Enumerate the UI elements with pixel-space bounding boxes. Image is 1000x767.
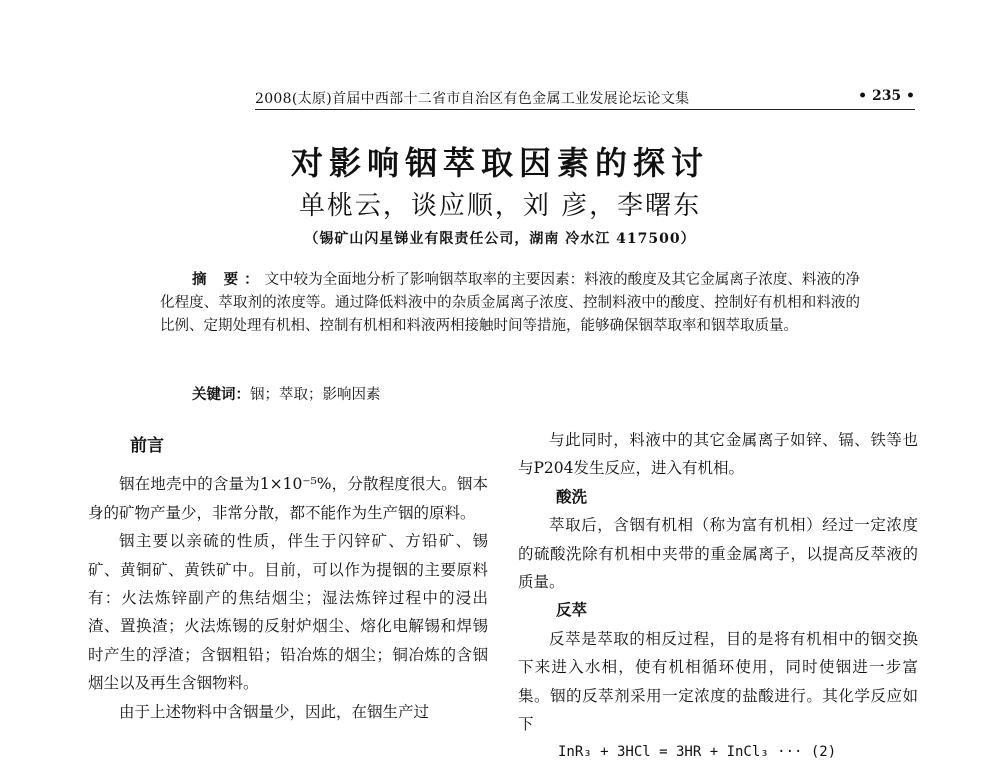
running-header bbox=[255, 87, 915, 110]
abstract-label: 摘 要： bbox=[192, 271, 265, 288]
paragraph: 与此同时，料液中的其它金属离子如锌、镉、铁等也与P204发生反应，进入有机相。 bbox=[518, 431, 918, 478]
paragraph: 反萃是萃取的相反过程，目的是将有机相中的铟交换下来进入水相，使有机相循环使用，同时使铟进一步富集。铟的反萃剂采用一定浓度的盐酸进行。其化学反应如下 bbox=[518, 629, 918, 734]
paper-title: 对影响铟萃取因素的探讨 bbox=[290, 144, 709, 182]
paragraph: 铟主要以亲硫的性质，伴生于闪锌矿、方铅矿、锡矿、黄铜矿、黄铁矿中。目前，可以作为提铟的主要原料有：火法炼锌副产的焦结烟尘；湿法炼锌过程中的浸出渣、置换渣；火法炼锡的反射炉烟尘、熔化电解锡和焊锡时产生的浮渣；含铟粗铅；铅冶炼的烟尘；铜冶炼的含铟烟尘以及再生含铟物料。 bbox=[88, 532, 488, 693]
subheading-acid-wash: 酸洗 bbox=[556, 486, 588, 506]
paragraph: 由于上述物料中含铟量少，因此，在铟生产过 bbox=[119, 702, 430, 721]
author-list: 单桃云，谈应顺，刘 彦，李曙东 bbox=[298, 191, 702, 221]
section-heading-preface: 前言 bbox=[130, 436, 164, 456]
left-column bbox=[88, 426, 488, 726]
right-column bbox=[518, 426, 918, 767]
journal-title: 2008(太原)首届中西部十二省市自治区有色金属工业发展论坛论文集 bbox=[255, 91, 690, 107]
paragraph: 萃取后，含铟有机相（称为富有机相）经过一定浓度的硫酸洗除有机相中夹带的重金属离子，以提高反萃液的质量。 bbox=[518, 516, 918, 592]
abstract-text: 文中较为全面地分析了影响铟萃取率的主要因素：料液的酸度及其它金属离子浓度、料液的净化程度、萃取剂的浓度等。通过降低料液中的杂质金属离子浓度、控制料液中的酸度、控制好有机相和料液的比例、定期处理有机相、控制有机相和料液两相接触时间等措施，能够确保铟萃取率和铟萃取质量。 bbox=[160, 272, 860, 334]
keywords-text: 铟；萃取；影响因素 bbox=[250, 387, 381, 403]
keywords-label: 关键词： bbox=[192, 386, 250, 403]
abstract bbox=[160, 268, 860, 338]
keywords bbox=[192, 383, 381, 404]
page-number: • 235 • bbox=[858, 88, 915, 104]
chemical-equation: InR₃ + 3HCl = 3HR + InCl₃ ··· (2) bbox=[558, 744, 837, 761]
paragraph: 铟在地壳中的含量为1×10⁻⁵%，分散程度很大。铟本身的矿物产量少，非常分散，都不能作为生产铟的原料。 bbox=[88, 475, 488, 522]
affiliation: （锡矿山闪星锑业有限责任公司，湖南 冷水江 417500） bbox=[304, 231, 696, 247]
subheading-stripping: 反萃 bbox=[556, 600, 588, 620]
